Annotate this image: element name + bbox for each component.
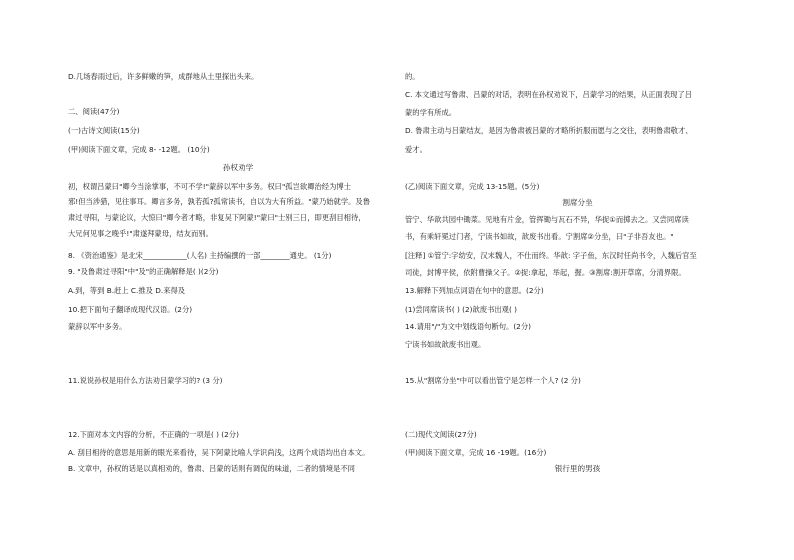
annotation-line: [注释] ①管宁:字幼安，汉末魏人，不仕而终。华歆: 字子鱼，东汉时任尚书令，入魏后官至 xyxy=(405,251,697,260)
question-15: 15.从"割席分坐"中可以看出管宁是怎样一个人? (2 分) xyxy=(405,376,581,385)
continuation-text: 的。 xyxy=(405,72,420,81)
classical-reading-heading: (一)古诗文阅读(15分) xyxy=(68,126,140,135)
part-c-instruction: (甲)阅读下面文章，完成 16 -19题。(16分) xyxy=(405,448,547,457)
question-10-text: 蒙辞以军中多务。 xyxy=(68,322,127,331)
question-13-items: (1)尝同席读书( ) (2)歆废书出观( ) xyxy=(405,305,517,314)
passage-line: 大兄何见事之晚乎!"肃遂拜蒙母，结友而别。 xyxy=(68,229,213,238)
option-c-line: C. 本文通过写鲁肃、吕蒙的对话，表明在孙权劝说下，吕蒙学习的结果，从正面表现了吕 xyxy=(405,90,693,99)
passage-title: 银行里的男孩 xyxy=(554,464,601,473)
option-d-previous: D.几场春雨过后，许多鲜嫩的笋，成群地从土里探出头来。 xyxy=(68,72,259,81)
question-9-options: A.到，等到 B.赶上 C.推及 D.来得及 xyxy=(68,286,186,295)
question-12-option-b: B. 文章中，孙权的话是以真相劝的，鲁肃、吕蒙的话则有调侃的味道，二者的情境是不同 xyxy=(68,464,355,473)
question-8: 8. 《资治通鉴》是北宋____________(人名) 主持编撰的一部________通史。 (1分) xyxy=(68,251,332,260)
passage-title: 割席分坐 xyxy=(562,198,593,207)
question-14: 14.请用"/"为文中划线语句断句。(2分) xyxy=(405,322,531,331)
passage-line: 书，有乘轩冕过门者，宁读书如故，歆废书出看。宁割席②分坐，曰"子非吾友也。" xyxy=(405,232,674,241)
option-d-line: D. 鲁肃主动与吕蒙结友，是因为鲁肃被吕蒙的才略所折服而愿与之交往，表明鲁肃敬才、 xyxy=(405,126,693,135)
question-12-option-a: A. 刮目相待的意思是用新的眼光来看待，吴下阿蒙比喻人学识尚浅，这两个成语均出自本文。 xyxy=(68,448,370,457)
passage-line: 管宁、华歆共园中锄菜。见地有片金，管挥锄与瓦石不异，华捉①而掷去之。又尝同席读 xyxy=(405,215,689,224)
passage-line: 肃过寻阳，与蒙论议，大惊曰"卿今者才略，非复吴下阿蒙!"蒙曰"士别三日，即更刮目相待， xyxy=(68,213,366,222)
passage-title: 孙权劝学 xyxy=(222,163,254,172)
annotation-line: 司徒，封博平侯，依附曹操父子。②捉:拿起，举起，握。③割席:割开草席，分清界限。 xyxy=(405,268,686,277)
question-9: 9. "及鲁肃过寻阳"中"及"的正确解释是( )(2分) xyxy=(68,267,219,276)
question-14-text: 宁读书如故歆废书出观。 xyxy=(405,340,486,349)
modern-reading-heading: (二)现代文阅读(27分) xyxy=(405,430,477,439)
part-b-instruction: (乙)阅读下面文章，完成 13-15题。(5分) xyxy=(405,182,540,191)
question-12: 12.下面对本文内容的分析，不正确的一项是( ) (2分) xyxy=(68,430,239,439)
passage-line: 邪!但当涉猎，见往事耳。卿言多务，孰若孤?孤常读书，自以为大有所益。"蒙乃始就学。及鲁 xyxy=(68,197,371,206)
question-13: 13.解释下列加点词语在句中的意思。(2分) xyxy=(405,286,544,295)
section-two-heading: 二、阅读(47分) xyxy=(68,107,120,116)
part-a-instruction: (甲)阅读下面文章，完成 8- -12题。 (10分) xyxy=(68,145,210,154)
option-c-line: 蒙的学有所成。 xyxy=(405,108,457,117)
option-d-line: 爱才。 xyxy=(405,145,427,154)
passage-line: 初，权谓吕蒙曰"卿今当涂掌事，不可不学!"蒙辞以军中多务。权曰"孤岂欲卿治经为博士 xyxy=(68,182,351,191)
question-11: 11.说说孙权是用什么方法劝吕蒙学习的? (3 分) xyxy=(68,376,223,385)
question-10: 10.把下面句子翻译成现代汉语。(2分) xyxy=(68,305,193,314)
